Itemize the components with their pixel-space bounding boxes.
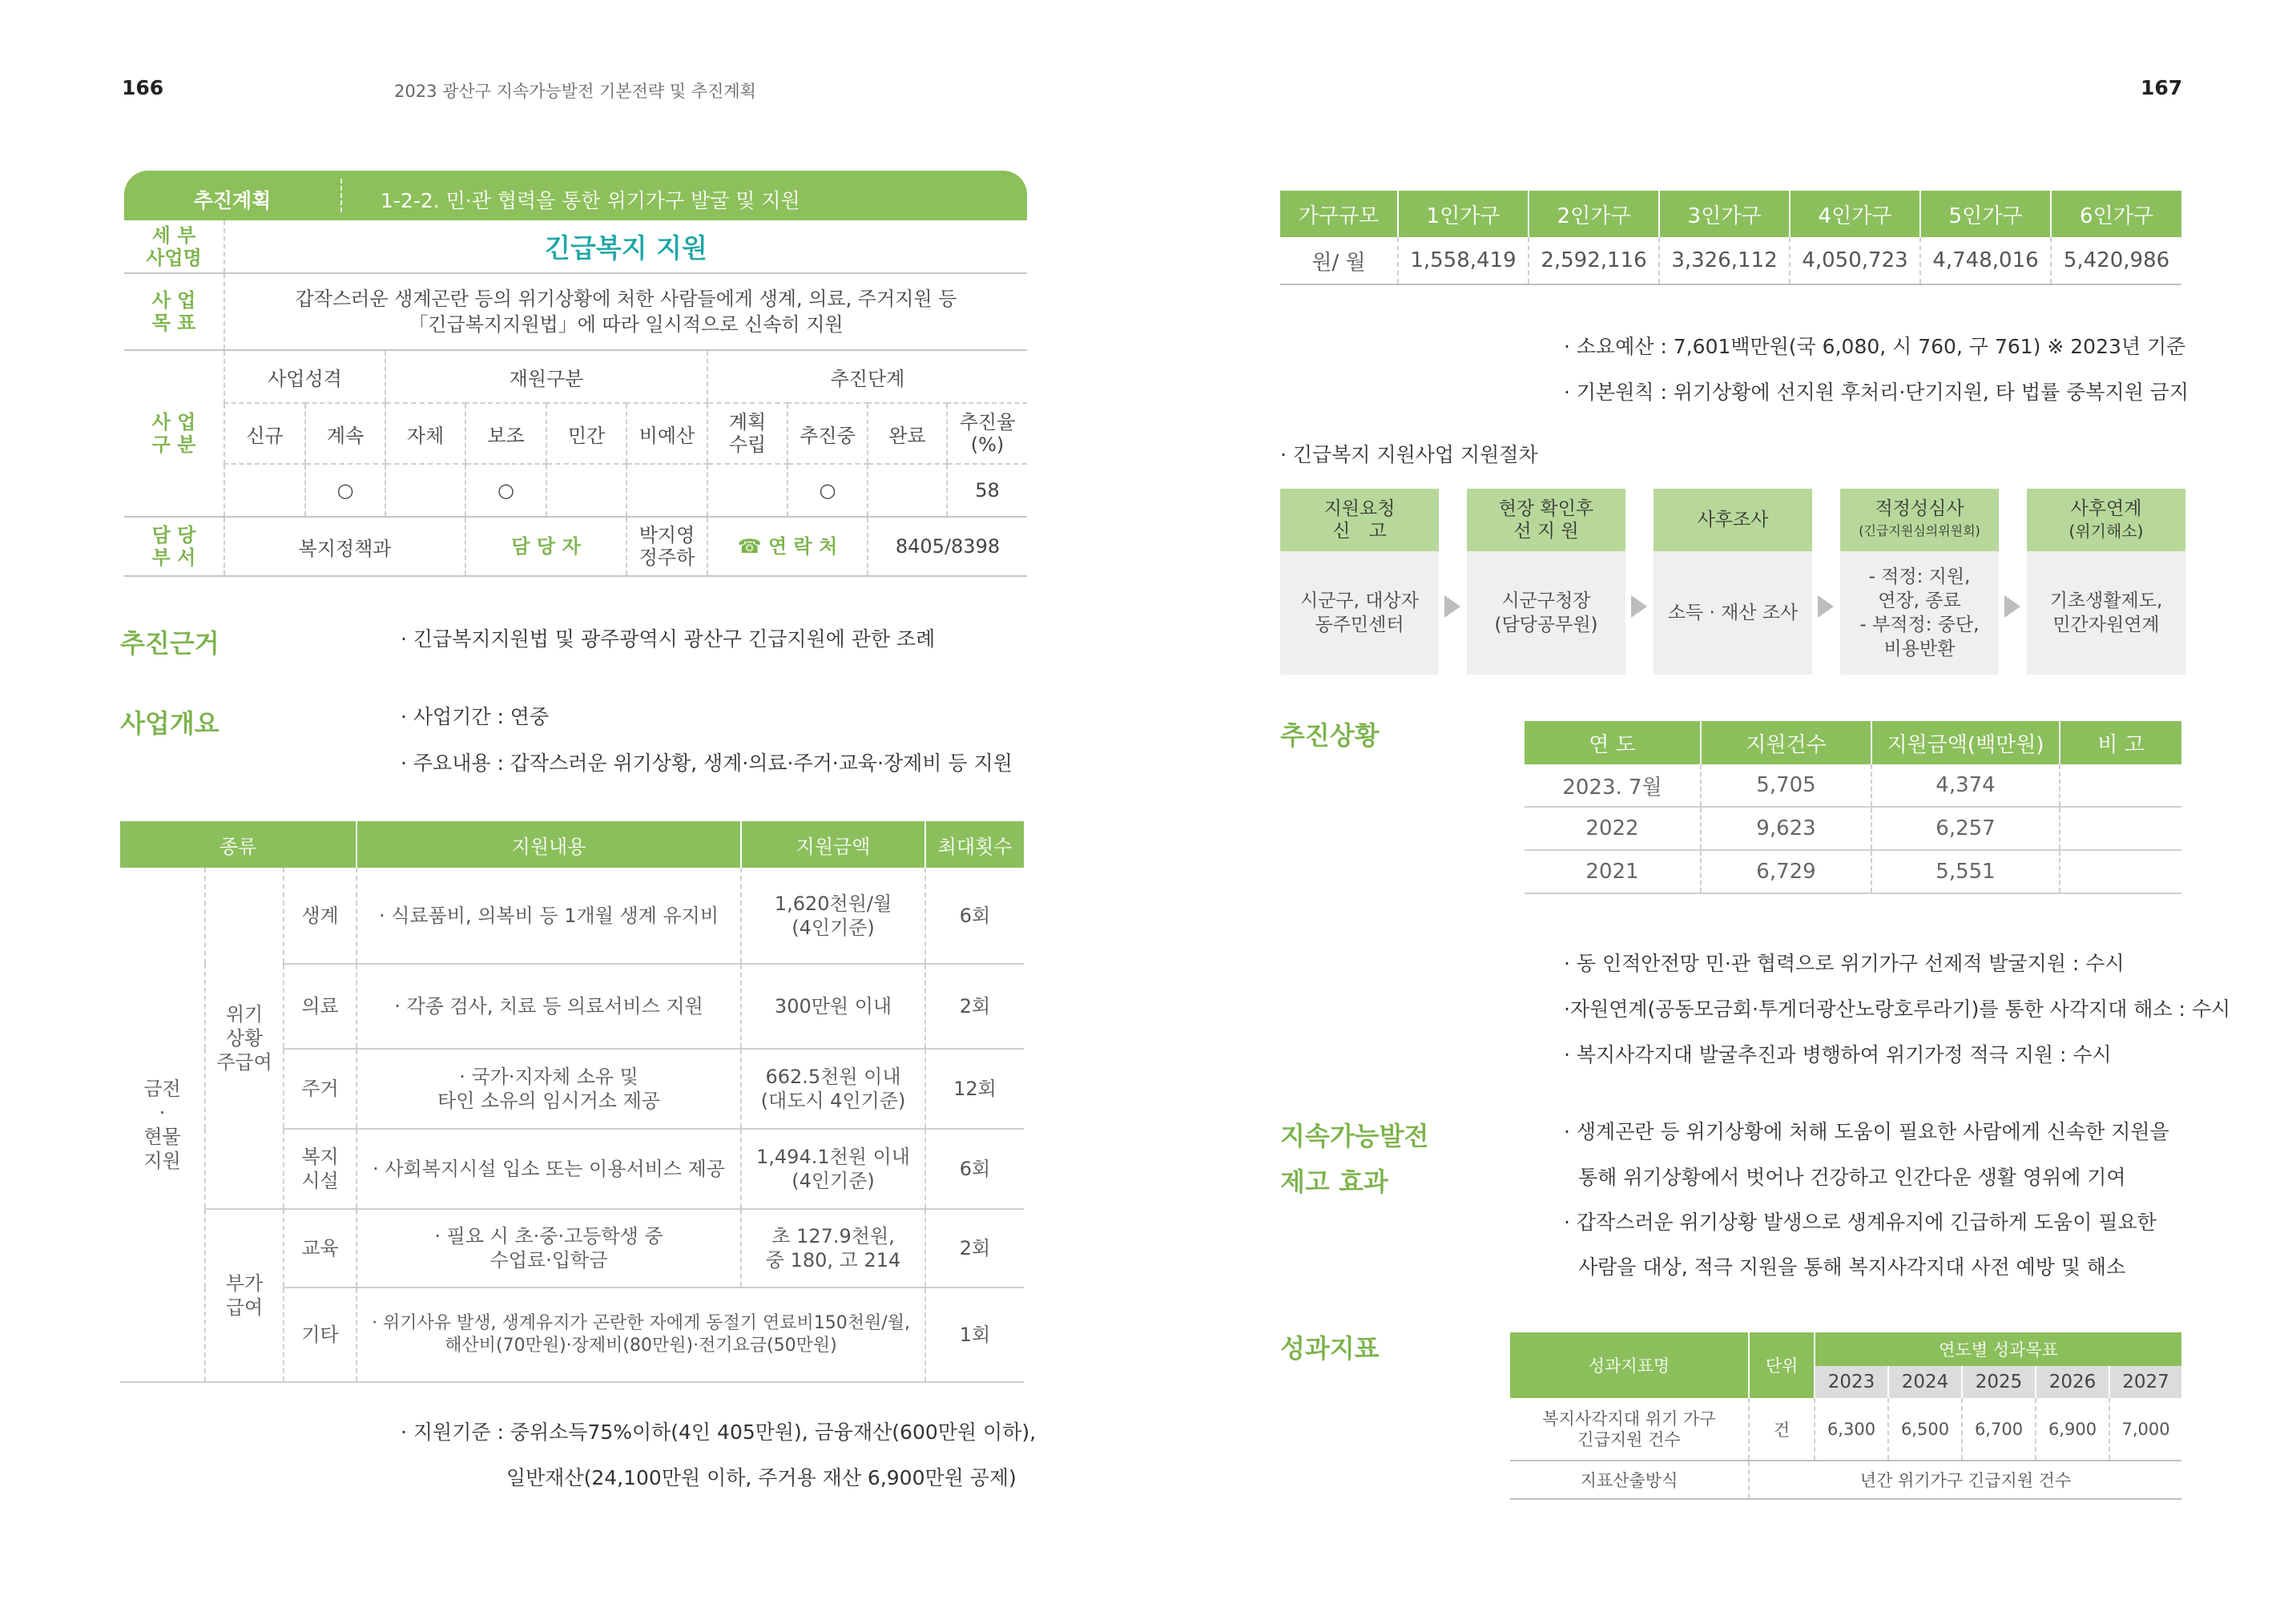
support-row-max: 6회: [925, 868, 1024, 964]
plan-banner-title: 1-2-2. 민·관 협력을 통한 위기가구 발굴 및 지원: [381, 189, 800, 212]
col-new: 신규: [224, 403, 305, 464]
col-done: 완료: [868, 403, 947, 464]
household-cell: 5,420,986: [2051, 237, 2181, 284]
kpi-header-targets: 연도별 성과목표: [1815, 1332, 2181, 1366]
detail-name-label: 세 부 사업명: [124, 220, 224, 273]
household-header: 2인가구: [1529, 191, 1659, 237]
procedure-step-head: 적정성심사: [1875, 498, 1964, 519]
progress-cell: 5,551: [1871, 850, 2060, 893]
person-label: 담 당 자: [465, 517, 626, 576]
progress-bullet-3: · 복지사각지대 발굴추진과 병행하여 위기가정 적극 지원 : 수시: [1564, 1043, 2112, 1066]
progress-cell: 4,374: [1871, 764, 2060, 807]
support-row-type: 복지 시설: [284, 1129, 356, 1209]
support-category-crisis: 위기 상황 주급여: [205, 868, 284, 1209]
mark-progress: ○: [787, 464, 868, 517]
col-private: 민간: [546, 403, 626, 464]
kpi-header-unit: 단위: [1749, 1332, 1815, 1398]
kpi-table: [1510, 1332, 2181, 1500]
support-row-amount: 1,494.1천원 이내 (4인기준): [741, 1129, 925, 1209]
left-page-number: 166: [122, 76, 164, 99]
class-label: 사 업 구 분: [124, 350, 224, 517]
procedure-step: [1280, 489, 1439, 675]
support-row-type: 교육: [284, 1209, 356, 1288]
support-row-amount: 662.5천원 이내 (대도시 4인기준): [741, 1049, 925, 1129]
support-row-max: 6회: [925, 1129, 1024, 1209]
support-header-content: 지원내용: [356, 821, 741, 868]
support-row-content: · 사회복지시설 입소 또는 이용서비스 제공: [356, 1129, 741, 1209]
progress-bullet-2: ·자원연계(공동모금회·투게더광산노랑호루라기)를 통한 사각지대 해소 : 수시: [1564, 997, 2231, 1021]
effect-heading-2: 제고 효과: [1280, 1167, 1388, 1197]
procedure-step-head: 사후조사: [1697, 510, 1769, 530]
kpi-name: 복지사각지대 위기 가구 긴급지원 건수: [1510, 1398, 1749, 1461]
progress-header: 지원금액(백만원): [1871, 721, 2060, 764]
support-row-max: 2회: [925, 1209, 1024, 1288]
rate-value: 58: [947, 464, 1027, 517]
kpi-method-label: 지표산출방식: [1510, 1461, 1749, 1499]
kpi-year: 2026: [2036, 1366, 2109, 1398]
kpi-value: 6,300: [1815, 1398, 1888, 1461]
household-header: 1인가구: [1398, 191, 1529, 237]
progress-cell: 2023. 7월: [1525, 764, 1701, 807]
household-header: 4인가구: [1790, 191, 1920, 237]
effect-line-3: · 갑작스러운 위기상황 발생으로 생계유지에 긴급하게 도움이 필요한: [1564, 1211, 2157, 1234]
kpi-value: 6,900: [2036, 1398, 2109, 1461]
progress-cell: 6,257: [1871, 807, 2060, 850]
plan-banner: [124, 171, 1027, 220]
procedure-step-body: 기초생활제도, 민간자원연계: [2049, 590, 2163, 635]
detail-name-value: 긴급복지 지원: [224, 220, 1027, 273]
kpi-heading: 성과지표: [1280, 1333, 1380, 1364]
procedure-step-sub: (긴급지원심의위원회): [1859, 523, 1980, 538]
support-row-max: 12회: [925, 1049, 1024, 1129]
procedure-step: [1840, 489, 1999, 675]
kpi-value: 7,000: [2109, 1398, 2181, 1461]
dept-value: 복지정책과: [224, 517, 465, 576]
right-page-number: 167: [2141, 76, 2183, 99]
goal-label: 사 업 목 표: [124, 273, 224, 350]
progress-table: [1525, 721, 2181, 894]
support-row-type: 의료: [284, 964, 356, 1049]
progress-header: 지원건수: [1701, 721, 1871, 764]
support-header-max: 최대횟수: [925, 821, 1024, 868]
support-row-content: · 국가·지자체 소유 및 타인 소유의 임시거소 제공: [356, 1049, 741, 1129]
arrow-right-icon: [1444, 595, 1460, 618]
kpi-year: 2023: [1815, 1366, 1888, 1398]
household-cell: 4,050,723: [1790, 237, 1920, 284]
kpi-year: 2025: [1962, 1366, 2036, 1398]
procedure-step-body: 시군구청장 (담당공무원): [1494, 590, 1598, 635]
kpi-value: 6,700: [1962, 1398, 2036, 1461]
col-plan: 계획 수립: [707, 403, 787, 464]
criteria-line-2: 일반재산(24,100만원 이하, 주거용 재산 6,900만원 공제): [506, 1466, 1017, 1489]
procedure-step-body: - 적정: 지원, 연장, 종료 - 부적정: 중단, 비용반환: [1859, 566, 1980, 659]
household-header: 가구규모: [1280, 191, 1398, 237]
plan-table: [124, 220, 1027, 577]
progress-cell: 5,705: [1701, 764, 1871, 807]
progress-bullet-1: · 동 인적안전망 민·관 협력으로 위기가구 선제적 발굴지원 : 수시: [1564, 952, 2125, 975]
support-row-amount: 300만원 이내: [741, 964, 925, 1049]
progress-cell: 6,729: [1701, 850, 1871, 893]
goal-line-2: 「긴급복지지원법」에 따라 일시적으로 신속히 지원: [409, 313, 844, 336]
support-header-type: 종류: [120, 821, 356, 868]
support-row-content: · 위기사유 발생, 생계유지가 곤란한 자에게 동절기 연료비150천원/월, 해산비(70만원)·장제비(80만원)·전기요금(50만원): [356, 1288, 925, 1382]
kpi-value: 6,500: [1888, 1398, 1962, 1461]
progress-cell: [2060, 850, 2181, 893]
group-nature: 사업성격: [224, 350, 385, 403]
progress-cell: [2060, 807, 2181, 850]
procedure-step-sub: (위기해소): [2068, 522, 2144, 541]
kpi-method-value: 년간 위기가구 긴급지원 건수: [1749, 1461, 2181, 1499]
goal-line-1: 갑작스러운 생계곤란 등의 위기상황에 처한 사람들에게 생계, 의료, 주거지원 등: [295, 288, 957, 310]
overview-content: · 주요내용 : 갑작스러운 위기상황, 생계·의료·주거·교육·장제비 등 지원: [401, 752, 1013, 775]
support-row-content: · 필요 시 초·중·고등학생 중 수업료·입학금: [356, 1209, 741, 1288]
overview-heading: 사업개요: [120, 708, 220, 739]
support-row-type: 주거: [284, 1049, 356, 1129]
household-header: 5인가구: [1920, 191, 2051, 237]
procedure-step-body: 소득 · 재산 조사: [1667, 602, 1799, 623]
contact-value: 8405/8398: [868, 517, 1027, 576]
effect-line-2: 통해 위기상황에서 벗어나 건강하고 인간다운 생활 영위에 기여: [1578, 1166, 2126, 1189]
progress-header: 연 도: [1525, 721, 1701, 764]
dept-label: 담 당 부 서: [124, 517, 224, 576]
support-row-amount: 초 127.9천원, 중 180, 고 214: [741, 1209, 925, 1288]
overview-period: · 사업기간 : 연중: [401, 705, 550, 728]
mark-continue: ○: [305, 464, 385, 517]
running-header: 2023 광산구 지속가능발전 기본전략 및 추진계획: [394, 82, 756, 101]
plan-banner-divider: [340, 179, 342, 212]
support-row-content: · 각종 검사, 치료 등 의료서비스 지원: [356, 964, 741, 1049]
support-row-amount: 1,620천원/월 (4인기준): [741, 868, 925, 964]
criteria-line-1: · 지원기준 : 중위소득75%이하(4인 405만원), 금융재산(600만원 이하),: [401, 1421, 1037, 1444]
procedure-step: [2027, 489, 2185, 675]
arrow-right-icon: [2004, 595, 2020, 618]
household-cell: 4,748,016: [1920, 237, 2051, 284]
kpi-header-name: 성과지표명: [1510, 1332, 1749, 1398]
progress-heading: 추진상황: [1280, 720, 1380, 751]
arrow-right-icon: [1818, 595, 1834, 618]
kpi-year: 2024: [1888, 1366, 1962, 1398]
group-stage: 추진단계: [707, 350, 1027, 403]
group-fund: 재원구분: [385, 350, 707, 403]
effect-line-1: · 생계곤란 등 위기상황에 처해 도움이 필요한 사람에게 신속한 지원을: [1564, 1120, 2169, 1143]
support-row-content: · 식료품비, 의복비 등 1개월 생계 유지비: [356, 868, 741, 964]
support-row-type: 기타: [284, 1288, 356, 1382]
col-continue: 계속: [305, 403, 385, 464]
contact-label: ☎ 연 락 처: [707, 517, 868, 576]
procedure-step-head: 사후연계: [2070, 498, 2142, 519]
support-category-main: 금전 · 현물 지원: [120, 868, 205, 1382]
kpi-year: 2027: [2109, 1366, 2181, 1398]
support-row-max: 1회: [925, 1288, 1024, 1382]
mark-subsidy: ○: [465, 464, 546, 517]
procedure-step-head: 지원요청 신 고: [1323, 498, 1396, 542]
household-cell: 원/ 월: [1280, 237, 1398, 284]
support-header-amount: 지원금액: [741, 821, 925, 868]
person-value: 박지영 정주하: [626, 517, 707, 576]
support-table: [120, 821, 1024, 1383]
household-header: 3인가구: [1659, 191, 1790, 237]
plan-banner-label: 추진계획: [193, 189, 272, 212]
support-row-type: 생계: [284, 868, 356, 964]
effect-line-4: 사람을 대상, 적극 지원을 통해 복지사각지대 사전 예방 및 해소: [1578, 1255, 2126, 1279]
household-cell: 1,558,419: [1398, 237, 1529, 284]
budget-line-2: · 기본원칙 : 위기상황에 선지원 후처리·단기지원, 타 법률 중복지원 금지: [1564, 381, 2189, 404]
col-own: 자체: [385, 403, 465, 464]
arrow-right-icon: [1631, 595, 1647, 618]
progress-cell: 2022: [1525, 807, 1701, 850]
col-progress: 추진중: [787, 403, 868, 464]
budget-line-1: · 소요예산 : 7,601백만원(국 6,080, 시 760, 구 761) ※ 2023년 기준: [1564, 335, 2186, 358]
progress-header: 비 고: [2060, 721, 2181, 764]
basis-heading: 추진근거: [120, 628, 220, 659]
kpi-unit: 건: [1749, 1398, 1815, 1461]
progress-cell: 2021: [1525, 850, 1701, 893]
basis-text: · 긴급복지지원법 및 광주광역시 광산구 긴급지원에 관한 조례: [401, 627, 936, 651]
household-cell: 3,326,112: [1659, 237, 1790, 284]
procedure-step: [1654, 489, 1812, 675]
household-cell: 2,592,116: [1529, 237, 1659, 284]
col-rate: 추진율 (%): [947, 403, 1027, 464]
progress-cell: 9,623: [1701, 807, 1871, 850]
procedure-step-head: 현장 확인후 선 지 원: [1498, 498, 1594, 542]
household-income-table: [1280, 191, 2181, 285]
support-category-extra: 부가 급여: [205, 1209, 284, 1382]
household-header: 6인가구: [2051, 191, 2181, 237]
progress-cell: [2060, 764, 2181, 807]
procedure-step: [1467, 489, 1625, 675]
support-row-max: 2회: [925, 964, 1024, 1049]
col-nonbudget: 비예산: [626, 403, 707, 464]
procedure-step-body: 시군구, 대상자 동주민센터: [1300, 590, 1419, 635]
effect-heading-1: 지속가능발전: [1280, 1121, 1429, 1151]
procedure-title: · 긴급복지 지원사업 지원절차: [1280, 443, 1538, 466]
col-subsidy: 보조: [465, 403, 546, 464]
